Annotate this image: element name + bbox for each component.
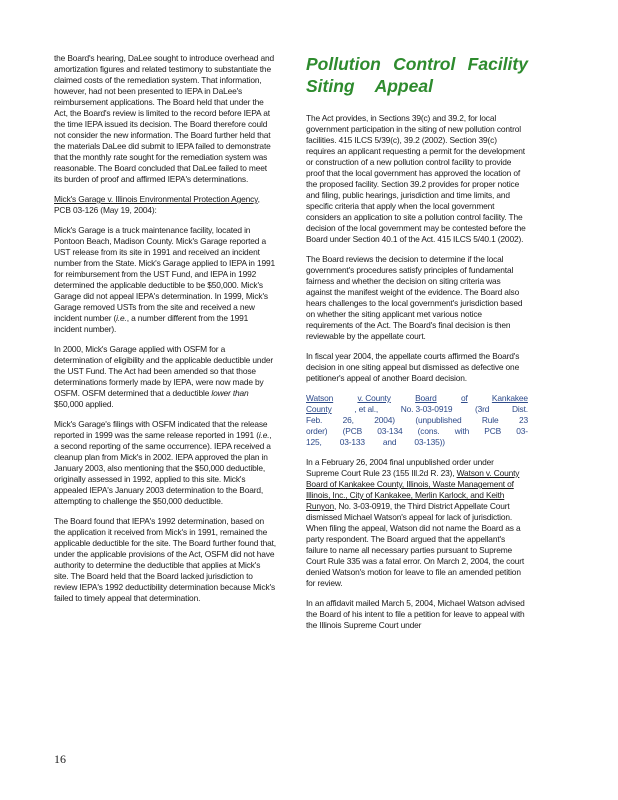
cite-token: (unpublished — [415, 415, 462, 425]
cite-token: Kankakee — [491, 393, 528, 403]
cite-row — [306, 404, 528, 415]
right-column — [306, 53, 528, 631]
cite-token: 26, — [342, 415, 354, 425]
heading-line-2 — [306, 75, 528, 97]
text-run: $50,000 applied. — [54, 399, 114, 409]
micks-facts-paragraph — [54, 225, 276, 335]
cite-token: (cons. — [417, 426, 440, 436]
watson-order-paragraph — [306, 457, 528, 589]
cite-token: (PCB — [342, 426, 363, 436]
cite-token: 23 — [518, 415, 528, 425]
cite-token: 03-135)) — [414, 437, 445, 447]
cite-token: and — [382, 437, 397, 447]
italic-run: i.e. — [116, 313, 127, 323]
cite-token: with — [454, 426, 470, 436]
heading-word: Control — [393, 54, 456, 74]
text-run: Mick's Garage's filings with OSFM indicated that the release reported in 1999 was the same release reported in 1991 ( — [54, 419, 268, 440]
cite-row — [306, 393, 528, 404]
italic-run: lower than — [211, 388, 249, 398]
heading-word: Pollution — [306, 54, 381, 74]
board-review-paragraph: The Board reviews the decision to determine if the local government's procedures satisfy principles of fundamental fairness and whether the decision on siting criteria was against the manifest weight of the evidence. The Board also hears challenges to the local government's jurisdiction based on whether the siting applicant met various notice requirements of the Act. The Board's final decision is then reviewable by the appellate court. — [306, 254, 523, 341]
osfm-paragraph — [54, 344, 276, 410]
watson-case-citation — [306, 393, 528, 448]
cite-row — [306, 437, 528, 448]
cite-token: 03-134 — [377, 426, 403, 436]
cite-token: order) — [306, 426, 328, 436]
left-column — [54, 53, 276, 604]
cite-token: PCB — [484, 426, 502, 436]
text-run: , No. 3-03-0919, the Third District Appellate Court dismissed Michael Watson's appeal for lack of jurisdiction. When filing the appeal, Watson did not name the Board as a party respondent. The Board argued that the appellant's failure to name all necessary parties pursuant to Supreme Court Rule 335 was a fatal error. On March 2, 2004, the court denied Watson's motion for leave to file an amended petition for review. — [306, 501, 525, 588]
cite-token: 03- — [516, 426, 528, 436]
cite-token: 03-133 — [339, 437, 365, 447]
cite-token: No. 3-03-0919 — [400, 404, 453, 414]
text-run: , a number different from the 1991 incident number). — [54, 313, 249, 334]
cite-token: Rule — [481, 415, 499, 425]
text-run: In 2000, Mick's Garage applied with OSFM for a determination of eligibility and the applicable deductible under the UST Fund. The Act had been amended so that those determinations formerly made by IEPA, were now made by OSFM. OSFM determined that a deductible — [54, 344, 274, 398]
cite-token: Feb. — [306, 415, 323, 425]
case-cite: , PCB 03-126 (May 19, 2004): — [54, 194, 260, 215]
text-run: Mick's Garage is a truck maintenance facility, located in Pontoon Beach, Madison County. Mick's Garage reported a UST release from its site in 1991 and received an incident number from the State. Mick's Garage applied to IEPA in 1991 for reimbursement from the UST Fund, and IEPA in 1992 determined the applicable deductible to be $50,000. Mick's Garage did not appeal IEPA's determination. In 1999, Mick's Garage removed USTs from the site and received a new incident number ( — [54, 225, 276, 323]
heading-word: Siting — [306, 76, 355, 96]
dalee-conclusion-paragraph: the Board's hearing, DaLee sought to introduce overhead and amortization figures and related testimony to substantiate the claimed costs of the remediation system. That information, however, had not been presented to IEPA in DaLee's reimbursement applications. The Board held that under the Act, the Board's review is limited to the record before IEPA at the time IEPA issued its decision. The Board therefore could not consider the new information. The Board further held that the materials DaLee did submit to IEPA failed to demonstrate that the monthly rate sought for the remediation system was reasonable. The Board concluded that DaLee failed to meet its burden of proof and affirmed IEPA's determinations. — [54, 53, 274, 184]
cite-token: , et al., — [354, 404, 379, 414]
case-title: Watson v. County Board of Kankakee County, Illinois, Waste Management of Illinois, Inc., City of Kankakee, Merlin Karlock, and Keith Runyon — [306, 468, 520, 511]
cite-token: Board — [415, 393, 437, 403]
board-finding-paragraph: The Board found that IEPA's 1992 determination, based on the application it received from Mick's in 1991, remained the applicable deductible for the site. The Board further found that, under the applicable provisions of the Act, OSFM did not have authority to determine the deductible that applies at Mick's site. The Board held that the Board lacked jurisdiction to review IEPA's 1992 deductibility determination because Mick's failed to timely appeal that determination. — [54, 516, 276, 603]
heading-word: Appeal — [374, 76, 433, 96]
micks-garage-case-citation — [54, 194, 276, 216]
italic-run: i.e. — [258, 430, 270, 440]
case-title: Mick's Garage v. Illinois Environmental Protection Agency — [54, 194, 258, 204]
cite-token: Dist. — [511, 404, 528, 414]
filings-paragraph — [54, 419, 276, 507]
cite-token: (3rd — [475, 404, 490, 414]
fy2004-paragraph: In fiscal year 2004, the appellate courts affirmed the Board's decision in one siting appeal but dismissed as defective one petitioner's appeal of another Board decision. — [306, 351, 520, 383]
cite-row — [306, 415, 528, 426]
cite-token: County — [306, 404, 332, 414]
section-heading — [306, 53, 528, 97]
cite-row — [306, 426, 528, 437]
cite-token: Watson — [306, 393, 334, 403]
cite-token: of — [460, 393, 468, 403]
text-run: In a February 26, 2004 final unpublished order under Supreme Court Rule 23 (155 Ill.2d R. 23), — [306, 457, 494, 478]
page-number: 16 — [54, 752, 66, 766]
text-run: , a second reporting of the same occurrence). IEPA received a cleanup plan from Mick's in 2002. IEPA approved the plan in January 2003, also mentioning that the $50,000 deductible, originally assessed in 1992, applied to this site. Mick's appealed IEPA's January 2003 determination to the Board, attempting to challenge the $50,000 deductible. — [54, 430, 272, 506]
cite-token: v. County — [357, 393, 391, 403]
siting-intro-paragraph: The Act provides, in Sections 39(c) and 39.2, for local government participation in the siting of new pollution control facilities. 415 ILCS 5/39(c), 39.2 (2002). Section 39(c) requires an applicant requesting a permit for the development or construction of a new pollution control facility to provide proof that the local government has approved the location of the proposed facility. Section 39.2 provides for proper notice and filing, public hearings, jurisdiction and time limits, and specific criteria that apply when the local government considers an application to site a pollution control facility. The decision of the local government may be contested before the Board under Section 40.1 of the Act. 415 ILCS 5/40.1 (2002). — [306, 113, 526, 244]
cite-token: 2004) — [374, 415, 395, 425]
affidavit-paragraph: In an affidavit mailed March 5, 2004, Michael Watson advised the Board of his intent to file a petition for leave to appeal with the Illinois Supreme Court under — [306, 598, 525, 630]
cite-token: 125, — [306, 437, 322, 447]
heading-word: Facility — [467, 54, 528, 74]
heading-line-1 — [306, 53, 528, 75]
